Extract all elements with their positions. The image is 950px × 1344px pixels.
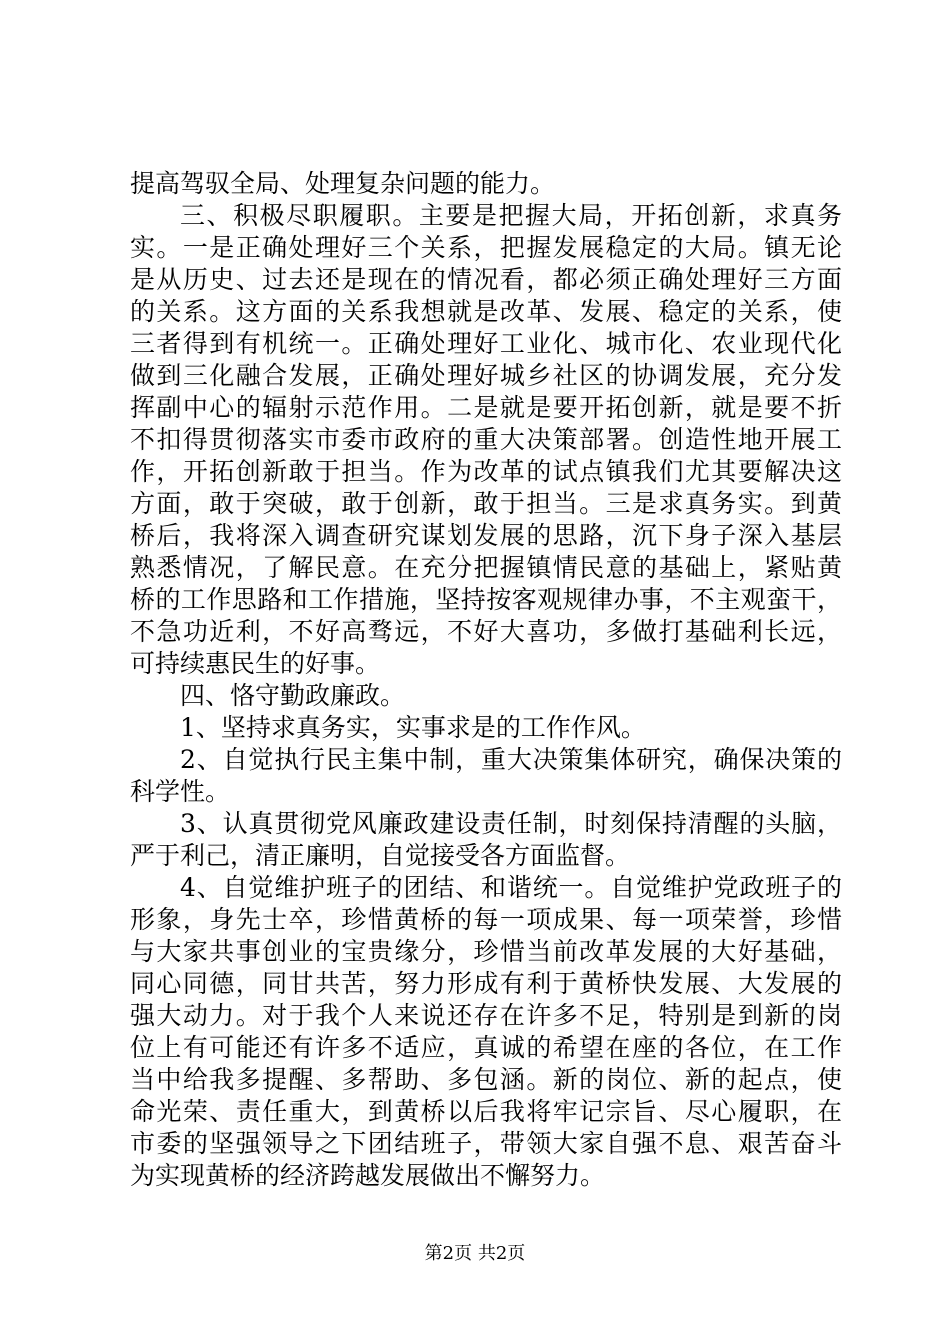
text-line: 不扣得贯彻落实市委市政府的重大决策部署。创造性地开展工 [130, 425, 842, 454]
text-line: 四、恪守勤政廉政。 [180, 681, 406, 710]
text-line: 桥后，我将深入调查研究谋划发展的思路，沉下身子深入基层 [130, 521, 842, 550]
text-line: 4、自觉维护班子的团结、和谐统一。自觉维护党政班子的 [180, 873, 842, 902]
text-line: 方面，敢于突破，敢于创新，敢于担当。三是求真务实。到黄 [130, 489, 842, 518]
text-line: 强大动力。对于我个人来说还存在许多不足，特别是到新的岗 [130, 1001, 842, 1030]
text-line: 同心同德，同甘共苦，努力形成有利于黄桥快发展、大发展的 [130, 969, 842, 998]
text-line: 不急功近利，不好高骛远，不好大喜功，多做打基础利长远， [130, 617, 842, 646]
text-line: 当中给我多提醒、多帮助、多包涵。新的岗位、新的起点，使 [130, 1065, 842, 1094]
text-line: 位上有可能还有许多不适应，真诚的希望在座的各位，在工作 [130, 1033, 842, 1062]
text-line: 为实现黄桥的经济跨越发展做出不懈努力。 [130, 1161, 606, 1190]
text-line: 市委的坚强领导之下团结班子，带领大家自强不息、艰苦奋斗 [130, 1129, 842, 1158]
text-line: 桥的工作思路和工作措施，坚持按客观规律办事，不主观蛮干， [130, 585, 842, 614]
text-line: 2、自觉执行民主集中制，重大决策集体研究，确保决策的 [180, 745, 842, 774]
text-line: 做到三化融合发展，正确处理好城乡社区的协调发展，充分发 [130, 361, 842, 390]
text-line: 作，开拓创新敢于担当。作为改革的试点镇我们尤其要解决这 [130, 457, 842, 486]
text-line: 实。一是正确处理好三个关系，把握发展稳定的大局。镇无论 [130, 233, 842, 262]
document-body [130, 168, 842, 1192]
text-line: 可持续惠民生的好事。 [130, 649, 381, 678]
text-line: 严于利己，清正廉明，自觉接受各方面监督。 [130, 841, 631, 870]
text-line: 挥副中心的辐射示范作用。二是就是要开拓创新，就是要不折 [130, 393, 842, 422]
text-line: 三、积极尽职履职。主要是把握大局，开拓创新，求真务 [180, 201, 842, 230]
text-line: 3、认真贯彻党风廉政建设责任制，时刻保持清醒的头脑， [180, 809, 842, 838]
text-line: 1、坚持求真务实，实事求是的工作作风。 [180, 713, 646, 742]
text-line: 的关系。这方面的关系我想就是改革、发展、稳定的关系，使 [130, 297, 842, 326]
text-line: 提高驾驭全局、处理复杂问题的能力。 [130, 169, 556, 198]
text-line: 三者得到有机统一。正确处理好工业化、城市化、农业现代化 [130, 329, 842, 358]
text-line: 形象，身先士卒，珍惜黄桥的每一项成果、每一项荣誉，珍惜 [130, 905, 842, 934]
text-line: 与大家共事创业的宝贵缘分，珍惜当前改革发展的大好基础， [130, 937, 842, 966]
text-line: 是从历史、过去还是现在的情况看，都必须正确处理好三方面 [130, 265, 842, 294]
text-line: 科学性。 [130, 777, 231, 806]
page-footer: 第2页 共2页 [424, 1243, 526, 1264]
text-line: 命光荣、责任重大，到黄桥以后我将牢记宗旨、尽心履职，在 [130, 1097, 842, 1126]
text-line: 熟悉情况，了解民意。在充分把握镇情民意的基础上，紧贴黄 [130, 553, 842, 582]
